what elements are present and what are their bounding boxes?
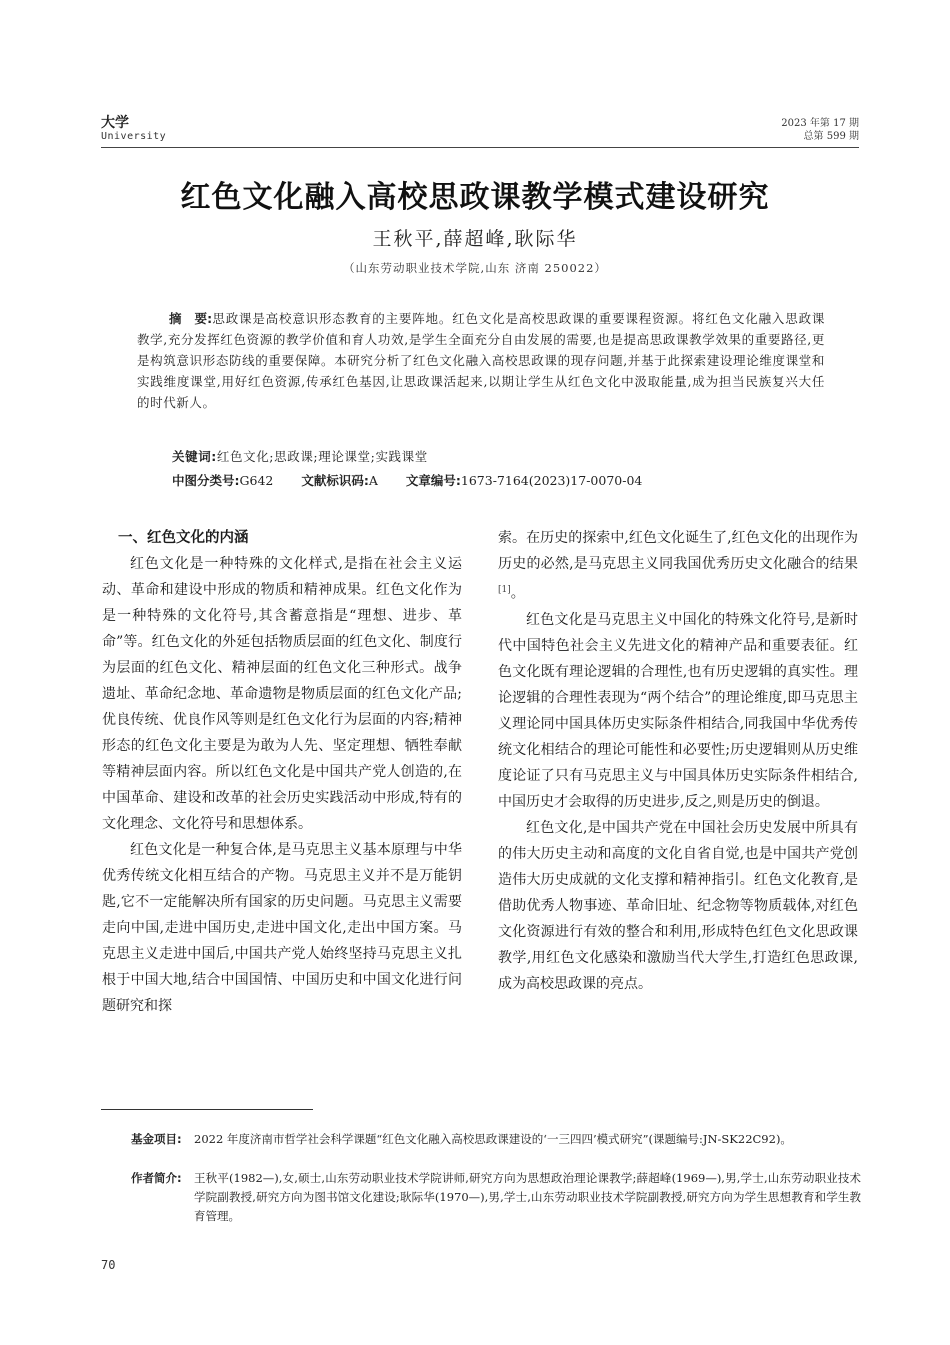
article-title: 红色文化融入高校思政课教学模式建设研究 [180, 180, 770, 215]
issue-info [781, 117, 859, 143]
section-heading: 一、红色文化的内涵 [118, 530, 249, 546]
fund-label: 基金项目: [131, 1132, 182, 1146]
paragraph: 红色文化是一种特殊的文化样式,是指在社会主义运动、革命和建设中形成的物质和精神成果。红色文化作为是一种特殊的文化符号,其含蓄意指是“理想、进步、革命”等。红色文化的外延包括物质层面的红色文化、制度行为层面的红色文化、精神层面的红色文化三种形式。战争遗址、革命纪念地、革命遗物是物质层面的红色文化产品;优良传统、优良作风等则是红色文化行为层面的内容;精神形态的红色文化主要是为敢为人先、坚定理想、牺牲奉献等精神层面内容。所以红色文化是中国共产党人创造的,在中国革命、建设和改革的社会历史实践活动中形成,特有的文化理念、文化符号和思想体系。 [102, 556, 462, 832]
footnote-rule [101, 1109, 313, 1110]
total-issue-line: 总第 599 期 [803, 131, 859, 142]
article-number-value: 1673-7164(2023)17-0070-04 [460, 473, 643, 488]
journal-name: 大学 [101, 115, 129, 131]
paragraph-end: 。 [510, 585, 525, 602]
author-note [131, 1169, 861, 1229]
keywords [172, 447, 428, 465]
keywords-text: 红色文化;思政课;理论课堂;实践课堂 [216, 449, 428, 464]
paragraph: 红色文化是一种复合体,是马克思主义基本原理与中华优秀传统文化相互结合的产物。马克思主义并不是万能钥匙,它不一定能解决所有国家的历史问题。马克思主义需要走向中国,走进中国历史,走进中国文化,走出中国方案。马克思主义走进中国后,中国共产党人始终坚持马克思主义扎根于中国大地,结合中国国情、中国历史和中国文化进行问题研究和探 [102, 842, 462, 1014]
left-column [102, 525, 462, 1019]
doccode-label: 文献标识码: [301, 473, 369, 488]
paragraph: 红色文化,是中国共产党在中国社会历史发展中所具有的伟大历史主动和高度的文化自省自觉,也是中国共产党创造伟大历史成就的文化支撑和精神指引。红色文化教育,是借助优秀人物事迹、革命旧址、纪念物等物质载体,对红色文化资源进行有效的整合和利用,形成特色红色文化思政课教学,用红色文化感染和激励当代大学生,打造红色思政课,成为高校思政课的亮点。 [498, 819, 858, 992]
fund-note [131, 1130, 861, 1170]
fund-text: 2022 年度济南市哲学社会科学课题“红色文化融入高校思政课建设的‘一三四四’模式研究”(课题编号:JN-SK22C92)。 [194, 1132, 792, 1146]
journal-subtitle: University [101, 131, 167, 142]
paragraph [498, 525, 858, 607]
author-note-label: 作者简介: [131, 1171, 182, 1185]
article-authors: 王秋平,薛超峰,耿际华 [372, 228, 578, 250]
citation-ref: [1] [498, 585, 511, 595]
classification-line [172, 471, 642, 489]
clc-value: G642 [239, 473, 274, 488]
page-number: 70 [101, 1258, 116, 1272]
paragraph-text: 索。在历史的探索中,红色文化诞生了,红色文化的出现作为历史的必然,是马克思主义同我国优秀历史文化融合的结果 [498, 530, 858, 572]
abstract-label: 摘 要: [169, 311, 213, 326]
abstract [137, 308, 825, 413]
abstract-text: 思政课是高校意识形态教育的主要阵地。红色文化是高校思政课的重要课程资源。将红色文化融入思政课教学,充分发挥红色资源的教学价值和育人功效,是学生全面充分自由发展的需要,也是提高思政课教学效果的重要路径,更是构筑意识形态防线的重要保障。本研究分析了红色文化融入高校思政课的现存问题,并基于此探索建设理论维度课堂和实践维度课堂,用好红色资源,传承红色基因,让思政课活起来,以期让学生从红色文化中汲取能量,成为担当民族复兴大任的时代新人。 [137, 311, 825, 410]
paragraph: 红色文化是马克思主义中国化的特殊文化符号,是新时代中国特色社会主义先进文化的精神产品和重要表征。红色文化既有理论逻辑的合理性,也有历史逻辑的真实性。理论逻辑的合理性表现为“两个结合”的理论维度,即马克思主义理论同中国具体历史实际条件相结合,同我国中华优秀传统文化相结合的理论可能性和必要性;历史逻辑则从历史维度论证了只有马克思主义与中国具体历史实际条件相结合,中国历史才会取得的历史进步,反之,则是历史的倒退。 [498, 611, 858, 810]
doccode-value: A [368, 473, 378, 488]
clc-label: 中图分类号: [172, 473, 240, 488]
header-rule [101, 147, 859, 148]
author-affiliation: （山东劳动职业技术学院,山东 济南 250022） [343, 261, 607, 275]
keywords-label: 关键词: [172, 449, 217, 464]
author-note-text: 王秋平(1982—),女,硕士,山东劳动职业技术学院讲师,研究方向为思想政治理论课教学;薛超峰(1969—),男,学士,山东劳动职业技术学院副教授,研究方向为图书馆文化建设;耿际华(1970—),男,学士,山东劳动职业技术学院副教授,研究方向为学生思想教育和学生教育管理。 [194, 1171, 861, 1223]
right-column [498, 525, 858, 997]
article-number-label: 文章编号: [405, 473, 461, 488]
issue-line: 2023 年第 17 期 [781, 118, 859, 129]
